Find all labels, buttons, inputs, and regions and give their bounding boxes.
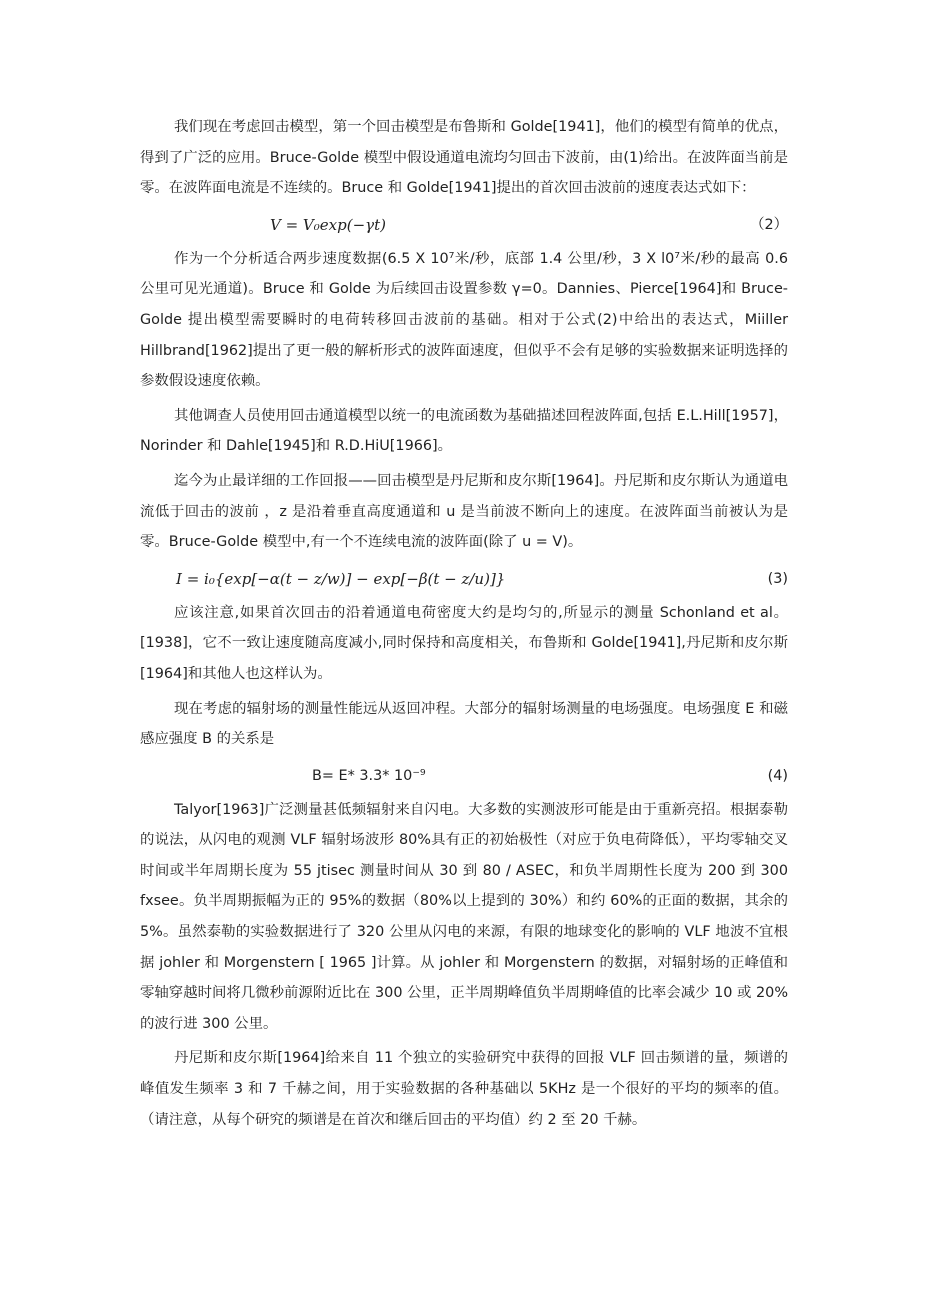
paragraph: 现在考虑的辐射场的测量性能远从返回冲程。大部分的辐射场测量的电场强度。电场强度 E 和磁感应强度 B 的关系是 [140, 700, 788, 748]
document-page [140, 112, 788, 1139]
equation-expression: B= E* 3.3* 10⁻⁹ [312, 767, 426, 784]
paragraph: 丹尼斯和皮尔斯[1964]给来自 11 个独立的实验研究中获得的回报 VLF 回击频谱的量，频谱的峰值发生频率 3 和 7 千赫之间，用于实验数据的各种基础以 5KHz 是一个很好的平均的频率的值。（请注意，从每个研究的频谱是在首次和继后回击的平均值）约 2 至 20 千赫。 [140, 1050, 788, 1128]
paragraph: 我们现在考虑回击模型，第一个回击模型是布鲁斯和 Golde[1941]，他们的模型有简单的优点，得到了广泛的应用。Bruce-Golde 模型中假设通道电流均匀回击下波前，由(1)给出。在波阵面当前是零。在波阵面电流是不连续的。Bruce 和 Golde[1941]提出的首次回击波前的速度表达式如下： [140, 119, 788, 197]
equation-3 [140, 562, 788, 596]
paragraph: Talyor[1963]广泛测量甚低频辐射来自闪电。大多数的实测波形可能是由于重新亮招。根据泰勒的说法，从闪电的观测 VLF 辐射场波形 80%具有正的初始极性（对应于负电荷降低），平均零轴交叉时间或半年周期长度为 55 jtisec 测量时间从 30 到 80 / ASEC，和负半周期性长度为 200 到 300 fxsee。负半周期振幅为正的 95%的数据（80%以上提到的 30%）和约 60%的正面的数据，其余的 5%。虽然泰勒的实验数据进行了 320 公里从闪电的来源，有限的地球变化的影响的 VLF 地波不宜根据 johler 和 Morgenstern [ 1965 ]计算。从 johler 和 Morgenstern 的数据，对辐射场的正峰值和零轴穿越时间将几微秒前源附近比在 300 公里，正半周期峰值负半周期峰值的比率会减少 10 或 20%的波行进 300 公里。 [140, 801, 788, 1032]
equation-2 [140, 208, 788, 242]
paragraph: 应该注意,如果首次回击的沿着通道电荷密度大约是均匀的,所显示的测量 Schonland et al。[1938]，它不一致让速度随高度减小,同时保持和高度相关，布鲁斯和 Golde[1941],丹尼斯和皮尔斯[1964]和其他人也这样认为。 [140, 604, 788, 682]
equation-number: （2） [750, 216, 788, 233]
paragraph: 作为一个分析适合两步速度数据(6.5 X 10⁷米/秒，底部 1.4 公里/秒，3 X l0⁷米/秒的最高 0.6 公里可见光通道)。Bruce 和 Golde 为后续回击设置参数 γ=0。Dannies、Pierce[1964]和 Bruce-Golde 提出模型需要瞬时的电荷转移回击波前的基础。相对于公式(2)中给出的表达式，Miiller Hillbrand[1962]提出了更一般的解析形式的波阵面速度，但似乎不会有足够的实验数据来证明选择的参数假设速度依赖。 [140, 250, 788, 390]
paragraph: 其他调查人员使用回击通道模型以统一的电流函数为基础描述回程波阵面,包括 E.L.Hill[1957]，Norinder 和 Dahle[1945]和 R.D.HiU[1966]。 [140, 407, 788, 455]
paragraph: 迄今为止最详细的工作回报——回击模型是丹尼斯和皮尔斯[1964]。丹尼斯和皮尔斯认为通道电流低于回击的波前 ，z 是沿着垂直高度通道和 u 是当前波不断向上的速度。在波阵面当前被认为是零。Bruce-Golde 模型中,有一个不连续电流的波阵面(除了 u = V)。 [140, 472, 788, 551]
equation-4 [140, 759, 788, 793]
equation-expression: V = V₀exp(−γt) [270, 215, 386, 234]
equation-number: (3) [767, 570, 788, 587]
equation-number: (4) [767, 767, 788, 784]
equation-expression: I = i₀{exp[−α(t − z/w)] − exp[−β(t − z/u)]} [176, 569, 506, 588]
